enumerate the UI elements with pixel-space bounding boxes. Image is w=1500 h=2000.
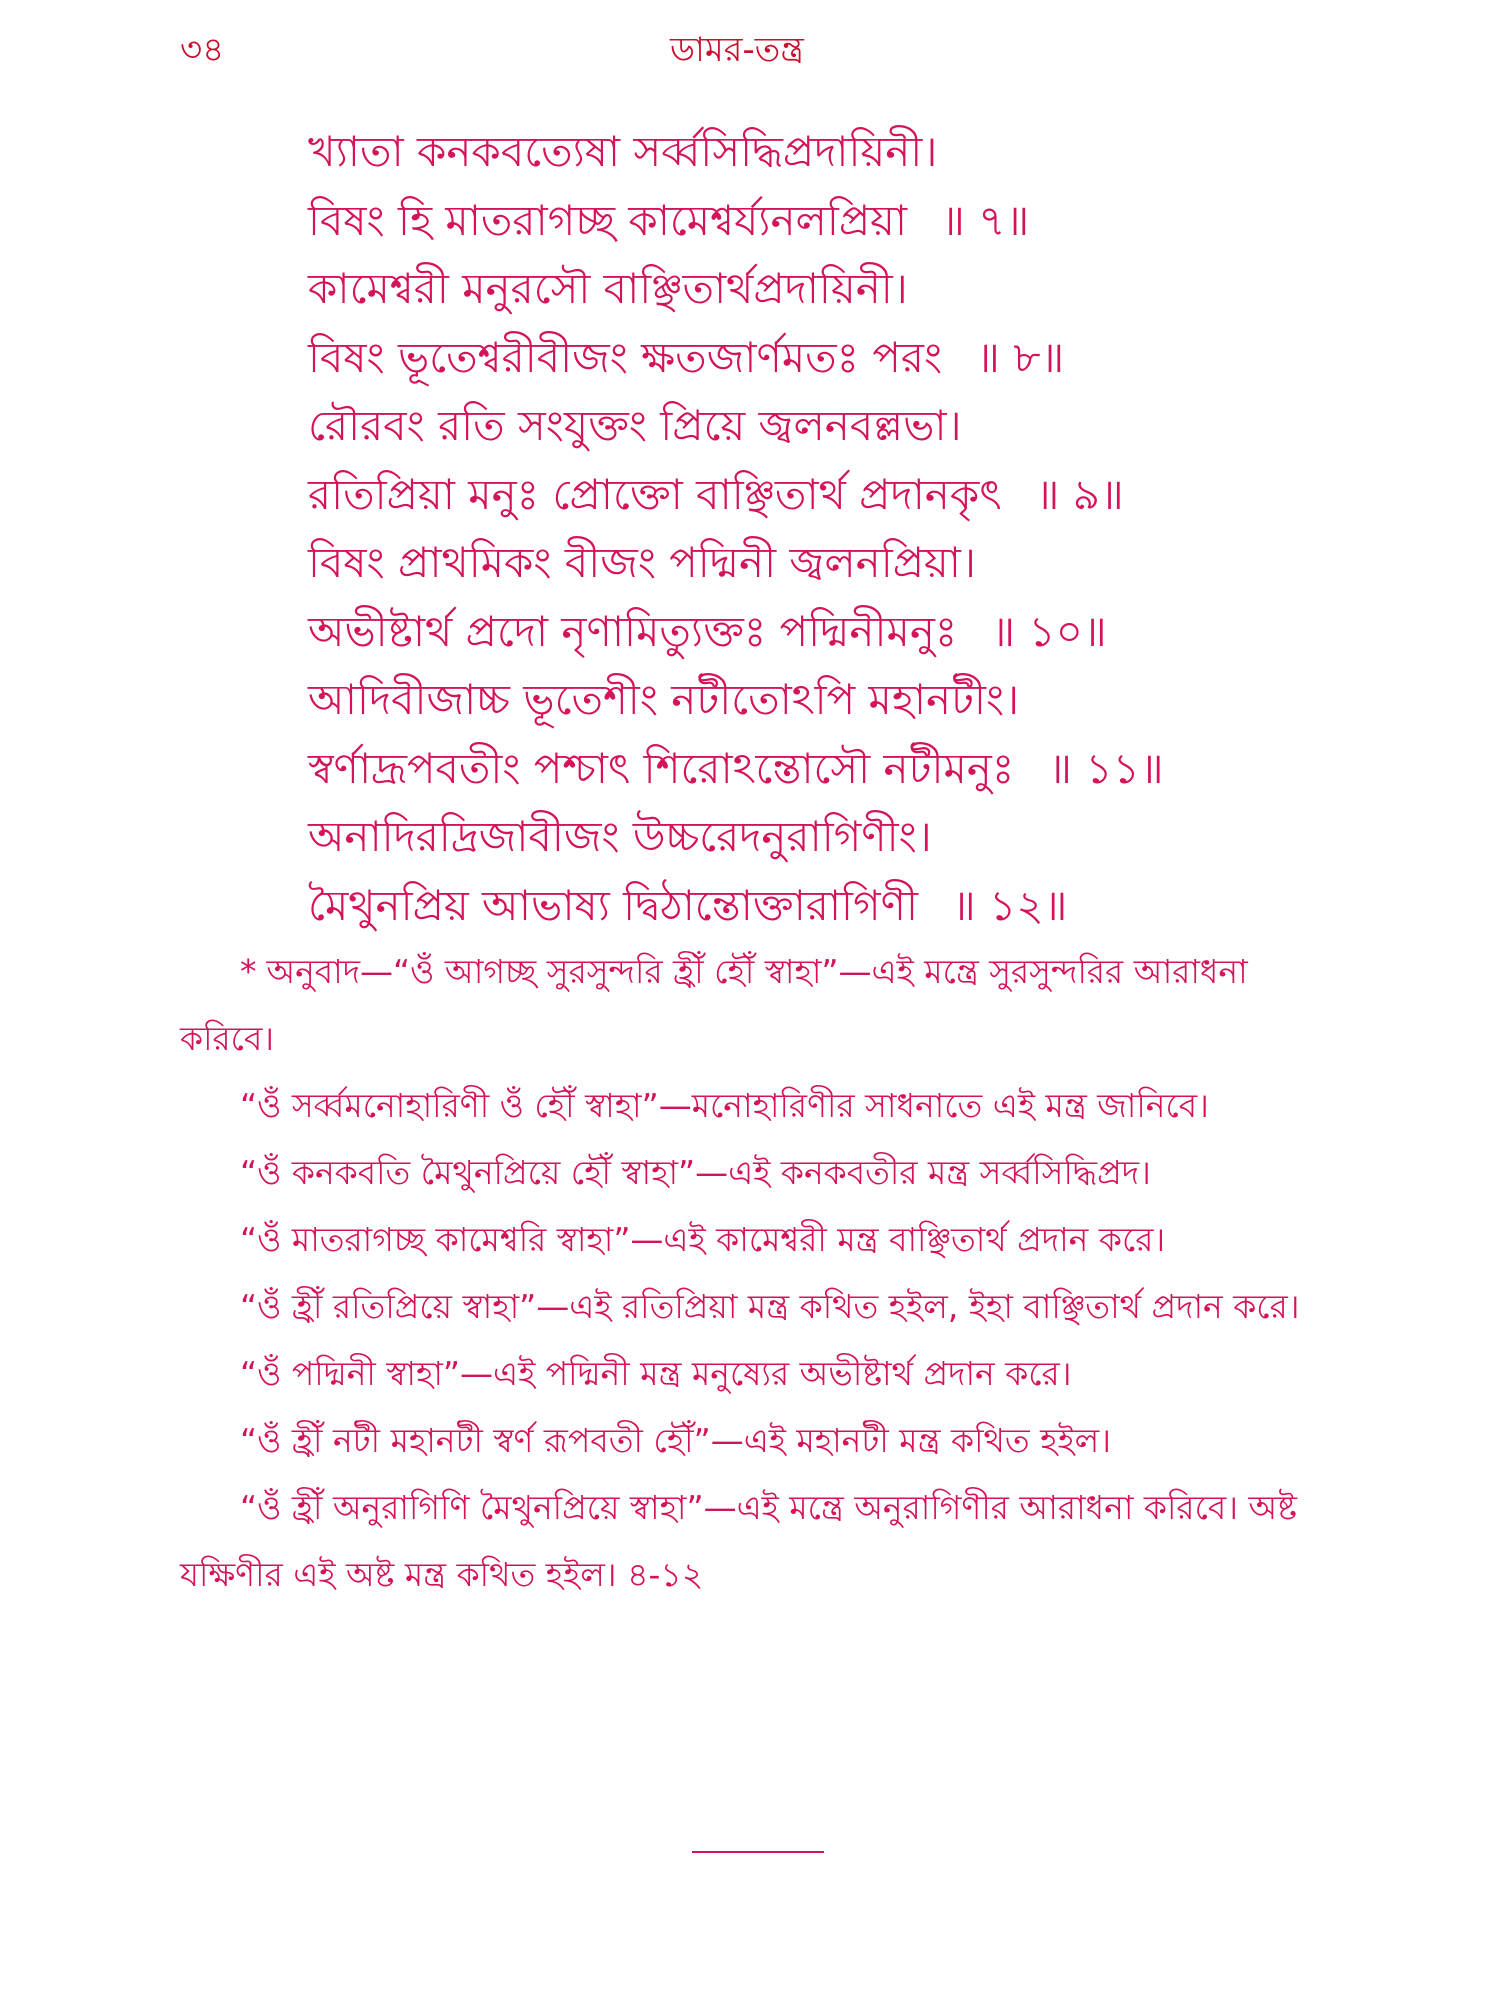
translation-paragraph: “ওঁ পদ্মিনী স্বাহা”—এই পদ্মিনী মন্ত্র মনুষ্যের অভীষ্টার্থ প্রদান করে। [240,1354,1072,1393]
verse-number: ॥ ৮॥ [976,332,1065,382]
translation-paragraph: * অনুবাদ—“ওঁ আগচ্ছ সুরসুন্দরি হ্রীঁ হৌঁ স্বাহা”—এই মন্ত্রে সুরসুন্দরির আরাধনা করিবে। [180,952,1248,1058]
verse-line: অভীষ্টার্থ প্রদো নৃণামিত্যুক্তঃ পদ্মিনীমনুঃ ॥ ১০॥ [308,606,1107,656]
verse-number: ॥ ৯॥ [1035,469,1124,519]
verse-line: বিষং ভূতেশ্বরীবীজং ক্ষতজার্ণমতঃ পরং ॥ ৮॥ [308,332,1065,382]
verse-line: খ্যাতা কনকবত্যেষা সর্ব্বসিদ্ধিপ্রদায়িনী। [308,127,938,176]
verse-number: ॥ ১০॥ [991,606,1107,656]
verse-line: কামেশ্বরী মনুরসৌ বাঞ্ছিতার্থপ্রদায়িনী। [308,264,908,313]
asterisk-mark: * [240,952,257,991]
translation-paragraph: “ওঁ হ্রীঁ রতিপ্রিয়ে স্বাহা”—এই রতিপ্রিয়া মন্ত্র কথিত হইল, ইহা বাঞ্ছিতার্থ প্রদান করে। [240,1287,1300,1326]
verse-line: বিষং প্রাথমিকং বীজং পদ্মিনী জ্বলনপ্রিয়া। [308,538,977,587]
translation-paragraph: “ওঁ সর্ব্বমনোহারিণী ওঁ হৌঁ স্বাহা”—মনোহারিণীর সাধনাতে এই মন্ত্র জানিবে। [240,1086,1209,1125]
verse-line: রৌরবং রতি সংযুক্তং প্রিয়ে জ্বলনবল্লভা। [308,401,962,450]
verse-number: ॥ ১২॥ [952,880,1068,930]
verse-line: বিষং হি মাতরাগচ্ছ কামেশ্বর্য্যনলপ্রিয়া ॥ ৭॥ [308,195,1030,245]
translation-paragraph: “ওঁ মাতরাগচ্ছ কামেশ্বরি স্বাহা”—এই কামেশ্বরী মন্ত্র বাঞ্ছিতার্থ প্রদান করে। [240,1220,1166,1259]
sanskrit-verses [308,118,1388,940]
verse-line: অনাদিরদ্রিজাবীজং উচ্চরেদনুরাগিণীং। [308,812,932,861]
end-divider [692,1851,824,1853]
translation-paragraph: “ওঁ হ্রীঁ অনুরাগিণি মৈথুনপ্রিয়ে স্বাহা”—এই মন্ত্রে অনুরাগিণীর আরাধনা করিবে। অষ্ট যক্ষিণীর এই অষ্ট মন্ত্র কথিত হইল। ৪-১২ [180,1488,1297,1594]
verse-number: ॥ ১১॥ [1048,743,1164,793]
page-number: ৩৪ [180,30,225,70]
page-header [180,24,1330,84]
translation-paragraph: “ওঁ কনকবতি মৈথুনপ্রিয়ে হৌঁ স্বাহা”—এই কনকবতীর মন্ত্র সর্ব্বসিদ্ধিপ্রদ। [240,1153,1151,1192]
verse-number: ॥ ৭॥ [941,195,1030,245]
verse-line: স্বর্ণাদ্রূপবতীং পশ্চাৎ শিরোঽন্তোসৌ নটীমনুঃ ॥ ১১॥ [308,743,1164,793]
translation-section [180,938,1330,1608]
verse-line: রতিপ্রিয়া মনুঃ প্রোক্তো বাঞ্ছিতার্থ প্রদানকৃৎ ॥ ৯॥ [308,469,1124,519]
translation-paragraph: “ওঁ হ্রীঁ নটী মহানটী স্বর্ণ রূপবতী হৌঁ”—এই মহানটী মন্ত্র কথিত হইল। [240,1421,1112,1460]
running-title: ডামর-তন্ত্র [670,30,804,70]
verse-line: আদিবীজাচ্চ ভূতেশীং নটীতোঽপি মহানটীং। [308,675,1020,724]
verse-line: মৈথুনপ্রিয় আভাষ্য দ্বিঠান্তোক্তারাগিণী ॥ ১২॥ [308,880,1068,930]
